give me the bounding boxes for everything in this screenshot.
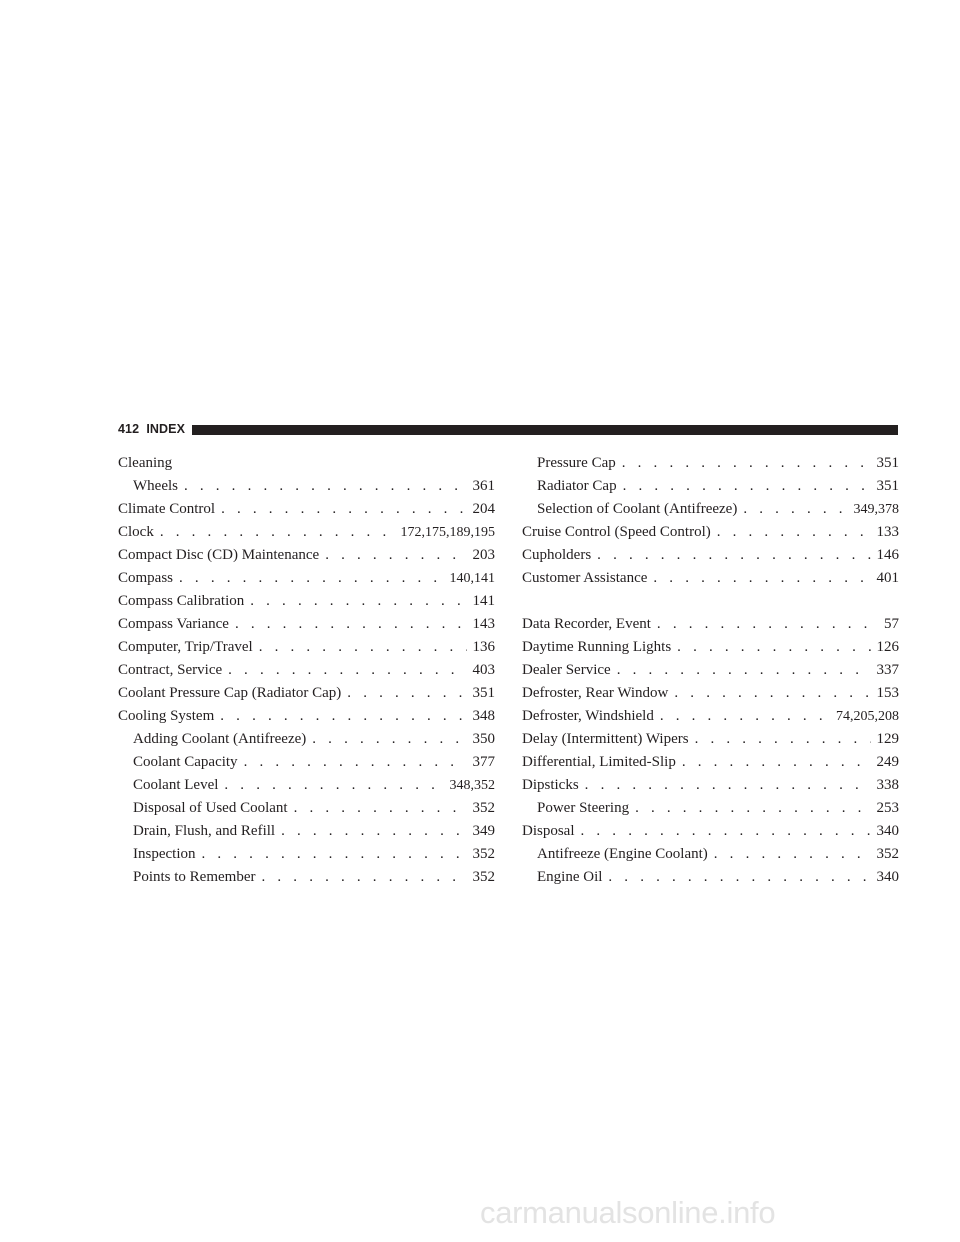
index-page-ref: 57 xyxy=(884,616,899,632)
dot-leader xyxy=(262,866,467,889)
dot-leader xyxy=(682,751,871,774)
index-term: Daytime Running Lights xyxy=(522,639,672,655)
index-page-ref: 350 xyxy=(472,731,495,747)
index-entry xyxy=(118,636,495,659)
index-term: Antifreeze (Engine Coolant) xyxy=(537,846,708,862)
dot-leader xyxy=(184,475,467,498)
index-entry xyxy=(522,544,899,567)
index-entry xyxy=(118,590,495,613)
index-term: Defroster, Windshield xyxy=(522,708,654,724)
index-page-ref: 146 xyxy=(876,547,899,563)
index-entry xyxy=(522,705,899,728)
page-header xyxy=(118,419,898,439)
index-term: Contract, Service xyxy=(118,662,223,678)
index-page-ref: 253 xyxy=(876,800,899,816)
index-entry xyxy=(522,613,899,636)
index-term: Disposal of Used Coolant xyxy=(133,800,288,816)
dot-leader xyxy=(622,452,871,475)
dot-leader xyxy=(235,613,467,636)
index-column-right xyxy=(522,452,899,889)
dot-leader xyxy=(657,613,878,636)
index-term: Cleaning xyxy=(118,455,173,471)
index-entry xyxy=(118,774,495,797)
dot-leader xyxy=(677,636,870,659)
dot-leader xyxy=(714,843,871,866)
index-term: Dealer Service xyxy=(522,662,611,678)
index-term: Points to Remember xyxy=(133,869,256,885)
index-term: Delay (Intermittent) Wipers xyxy=(522,731,689,747)
index-page-ref: 352 xyxy=(472,800,495,816)
dot-leader xyxy=(220,705,466,728)
watermark-text: carmanualsonline.info xyxy=(480,1195,776,1230)
index-term: Coolant Capacity xyxy=(133,754,238,770)
index-page-ref: 352 xyxy=(472,846,495,862)
index-entry xyxy=(522,636,899,659)
index-entry xyxy=(118,705,495,728)
index-page-ref: 351 xyxy=(876,478,899,494)
dot-leader xyxy=(201,843,466,866)
index-term: Inspection xyxy=(133,846,196,862)
index-term: Wheels xyxy=(133,478,178,494)
index-page-ref: 133 xyxy=(876,524,899,540)
index-entry xyxy=(522,866,899,889)
dot-leader xyxy=(179,567,443,590)
dot-leader xyxy=(743,498,847,521)
index-page-ref: 249 xyxy=(876,754,899,770)
index-term: Radiator Cap xyxy=(537,478,617,494)
index-page-ref: 172,175,189,195 xyxy=(400,525,495,540)
index-entry xyxy=(118,843,495,866)
index-term: Pressure Cap xyxy=(537,455,616,471)
index-entry xyxy=(522,498,899,521)
index-page-ref: 136 xyxy=(472,639,495,655)
index-entry xyxy=(522,659,899,682)
index-page-ref: 349,378 xyxy=(853,502,899,517)
index-entry xyxy=(118,682,495,705)
page-number: 412 xyxy=(118,422,140,436)
index-page-ref: 377 xyxy=(472,754,495,770)
index-term: Disposal xyxy=(522,823,575,839)
index-term: Computer, Trip/Travel xyxy=(118,639,253,655)
dot-leader xyxy=(312,728,466,751)
index-entry xyxy=(118,751,495,774)
index-entry xyxy=(522,797,899,820)
index-page-ref: 204 xyxy=(472,501,495,517)
dot-leader xyxy=(695,728,871,751)
index-term: Climate Control xyxy=(118,501,216,517)
index-entry xyxy=(522,682,899,705)
dot-leader xyxy=(597,544,870,567)
index-term: Compass Variance xyxy=(118,616,229,632)
dot-leader xyxy=(259,636,467,659)
dot-leader xyxy=(347,682,466,705)
dot-leader xyxy=(244,751,467,774)
index-term: Cupholders xyxy=(522,547,592,563)
dot-leader xyxy=(224,774,443,797)
index-entry xyxy=(118,659,495,682)
dot-leader xyxy=(653,567,870,590)
index-entry xyxy=(118,613,495,636)
dot-leader xyxy=(585,774,871,797)
index-entry xyxy=(522,843,899,866)
index-entry xyxy=(118,866,495,889)
dot-leader xyxy=(581,820,871,843)
index-entry xyxy=(522,820,899,843)
index-page-ref: 141 xyxy=(472,593,495,609)
index-entry xyxy=(118,728,495,751)
index-page-ref: 352 xyxy=(472,869,495,885)
index-term: Cooling System xyxy=(118,708,215,724)
dot-leader xyxy=(635,797,870,820)
index-page-ref: 340 xyxy=(876,869,899,885)
index-page-ref: 126 xyxy=(876,639,899,655)
index-page-ref: 143 xyxy=(472,616,495,632)
index-term: Clock xyxy=(118,524,154,540)
page-header-label xyxy=(118,422,185,436)
index-entry xyxy=(522,475,899,498)
index-page-ref: 352 xyxy=(876,846,899,862)
index-term: Selection of Coolant (Antifreeze) xyxy=(537,501,738,517)
index-entry xyxy=(118,475,495,498)
index-entry xyxy=(118,544,495,567)
index-page-ref: 129 xyxy=(876,731,899,747)
dot-leader xyxy=(608,866,870,889)
index-page-ref: 338 xyxy=(876,777,899,793)
dot-leader xyxy=(717,521,871,544)
index-page-ref: 203 xyxy=(472,547,495,563)
index-entry xyxy=(522,774,899,797)
index-entry xyxy=(118,521,495,544)
index-term: Dipsticks xyxy=(522,777,579,793)
dot-leader xyxy=(660,705,830,728)
index-term: Compact Disc (CD) Maintenance xyxy=(118,547,320,563)
index-entry xyxy=(522,567,899,590)
index-entry xyxy=(118,567,495,590)
dot-leader xyxy=(617,659,871,682)
index-term: Coolant Level xyxy=(133,777,219,793)
index-term: Data Recorder, Event xyxy=(522,616,651,632)
index-column-left xyxy=(118,452,495,889)
index-page-ref: 74,205,208 xyxy=(836,709,899,724)
index-term: Compass Calibration xyxy=(118,593,245,609)
index-entry xyxy=(522,751,899,774)
index-page-ref: 351 xyxy=(876,455,899,471)
dot-leader xyxy=(250,590,466,613)
dot-leader xyxy=(623,475,871,498)
index-page-ref: 348,352 xyxy=(449,778,495,793)
section-title: INDEX xyxy=(146,422,186,436)
dot-leader xyxy=(281,820,466,843)
index-page-ref: 348 xyxy=(472,708,495,724)
dot-leader xyxy=(160,521,395,544)
index-page-ref: 340 xyxy=(876,823,899,839)
index-entry xyxy=(522,521,899,544)
index-page-ref: 153 xyxy=(876,685,899,701)
header-rule xyxy=(192,425,898,435)
index-page-ref: 401 xyxy=(876,570,899,586)
index-term: Cruise Control (Speed Control) xyxy=(522,524,711,540)
index-page-ref: 351 xyxy=(472,685,495,701)
index-entry xyxy=(118,797,495,820)
dot-leader xyxy=(294,797,467,820)
index-entry xyxy=(118,498,495,521)
index-page-ref: 403 xyxy=(472,662,495,678)
index-term: Adding Coolant (Antifreeze) xyxy=(133,731,307,747)
index-entry xyxy=(118,452,495,475)
dot-leader xyxy=(228,659,466,682)
index-term: Power Steering xyxy=(537,800,630,816)
index-term: Customer Assistance xyxy=(522,570,648,586)
index-page-ref: 349 xyxy=(472,823,495,839)
index-term: Compass xyxy=(118,570,174,586)
index-term: Differential, Limited-Slip xyxy=(522,754,676,770)
index-page-ref: 337 xyxy=(876,662,899,678)
index-term: Coolant Pressure Cap (Radiator Cap) xyxy=(118,685,342,701)
index-entry xyxy=(522,452,899,475)
index-page-ref: 361 xyxy=(472,478,495,494)
index-term: Drain, Flush, and Refill xyxy=(133,823,276,839)
dot-leader xyxy=(674,682,870,705)
index-entry xyxy=(118,820,495,843)
index-page-ref: 140,141 xyxy=(449,571,495,586)
index-term: Engine Oil xyxy=(537,869,603,885)
index-term: Defroster, Rear Window xyxy=(522,685,669,701)
dot-leader xyxy=(325,544,466,567)
index-entry xyxy=(522,728,899,751)
dot-leader xyxy=(221,498,466,521)
